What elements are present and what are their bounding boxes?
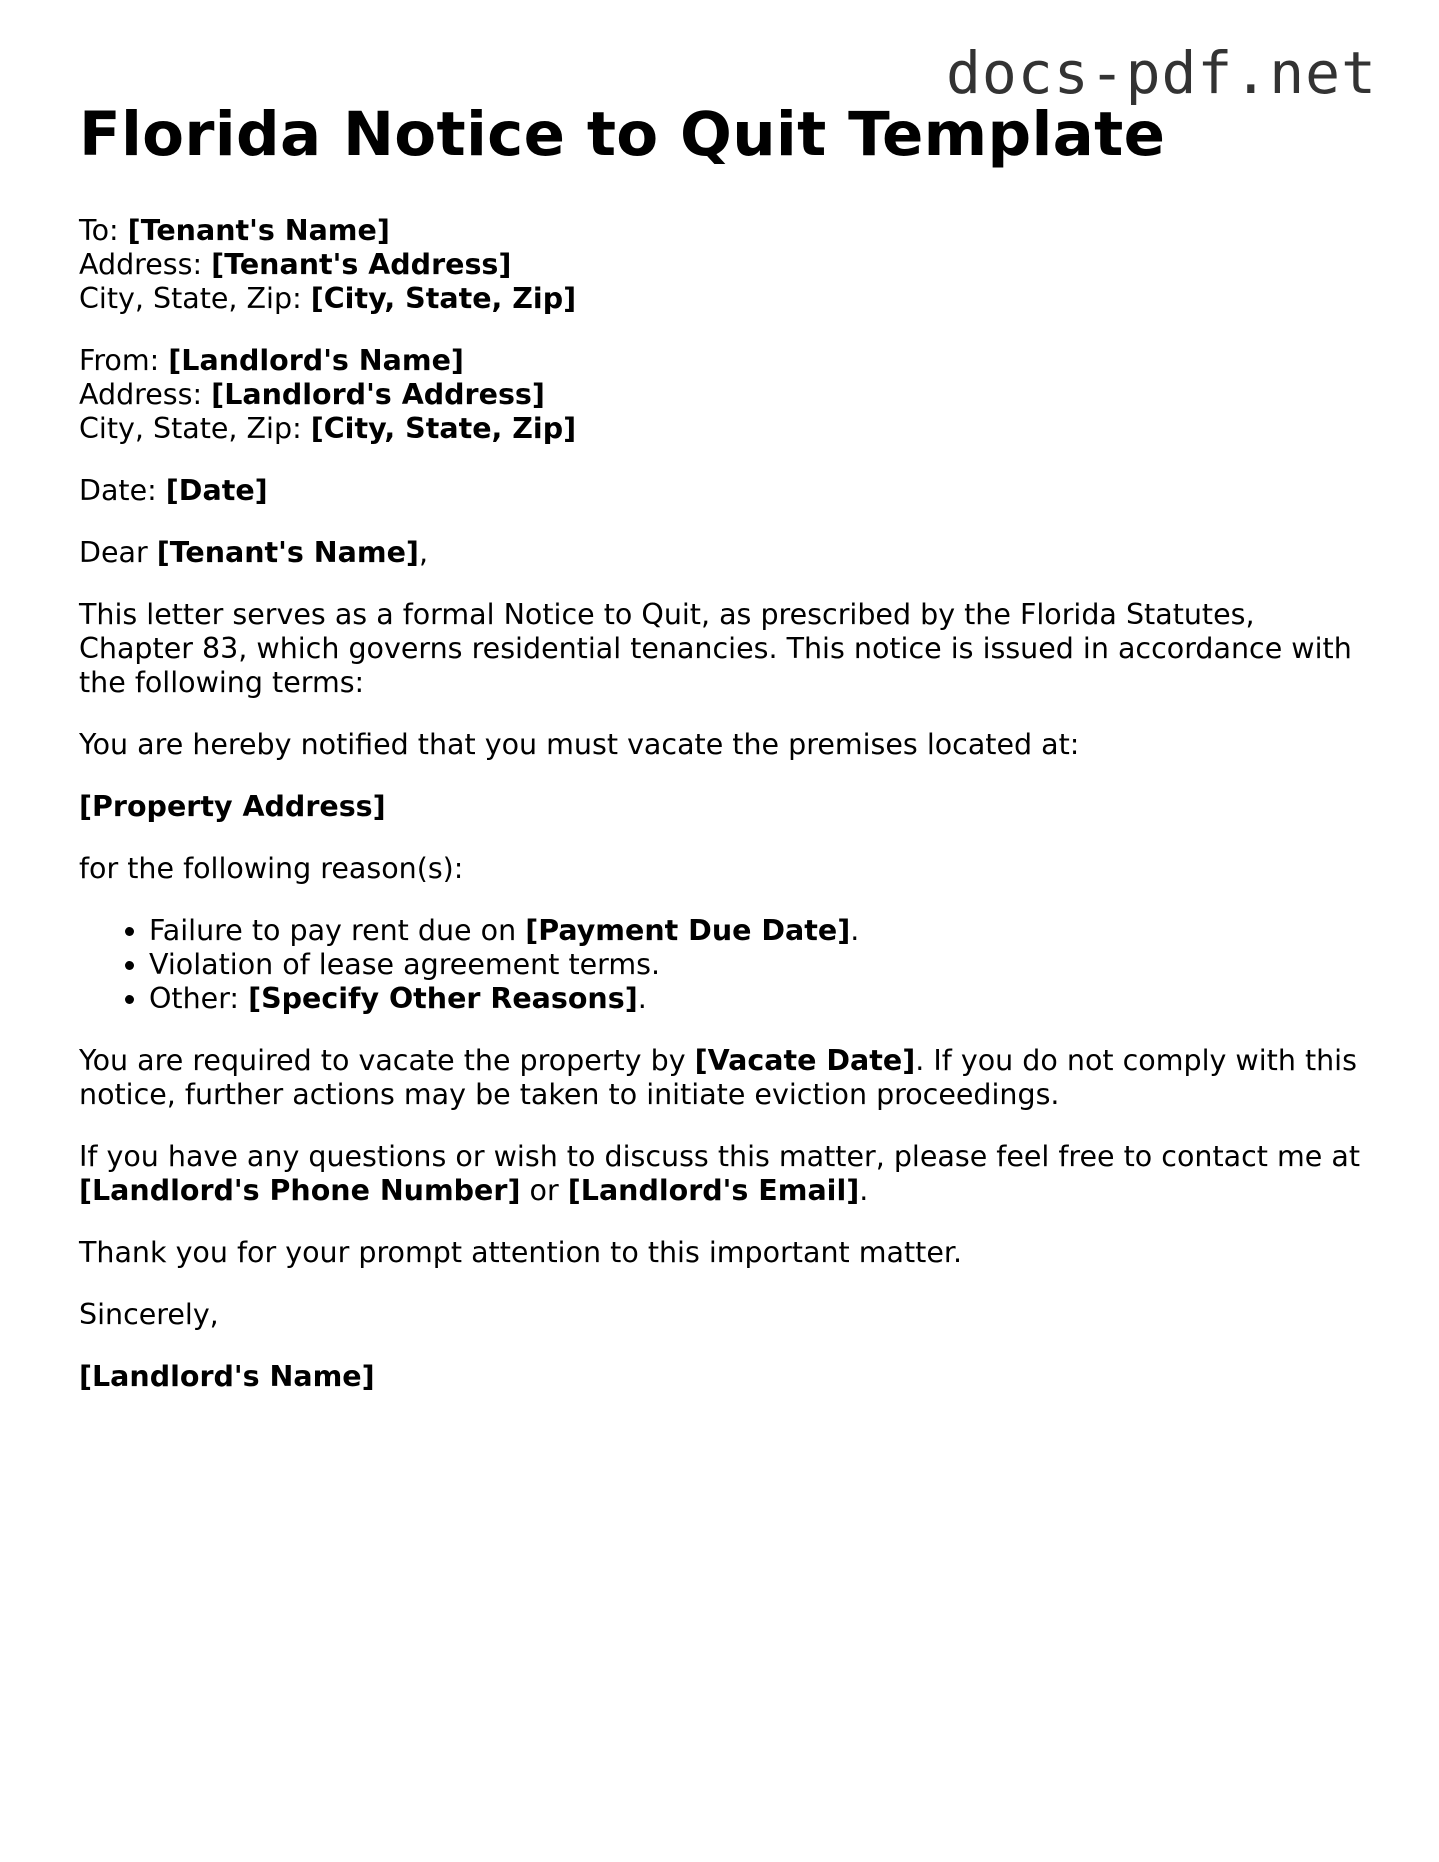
contact-suffix: . — [859, 1174, 869, 1207]
contact-paragraph — [79, 1140, 1369, 1208]
vacate-notice-paragraph: You are hereby notified that you must vacate the premises located at: — [79, 728, 1080, 761]
landlord-city: [City, State, Zip] — [310, 412, 577, 445]
salutation-suffix: , — [418, 536, 428, 569]
signature-name: [Landlord's Name] — [79, 1360, 375, 1393]
reason-item — [149, 948, 1369, 982]
contact-prefix: If you have any questions or wish to discuss this matter, please feel free to contact me at — [79, 1140, 1360, 1173]
vacate-date-paragraph — [79, 1044, 1369, 1112]
tenant-address: [Tenant's Address] — [211, 248, 512, 281]
to-label: To: — [79, 214, 128, 247]
intro-paragraph: This letter serves as a formal Notice to Quit, as prescribed by the Florida Statutes, Chapter 83, which governs residential tenancies. This notice is issued in accordance with the following terms: — [79, 598, 1352, 699]
payment-due-date: [Payment Due Date] — [525, 914, 851, 947]
signature — [79, 1360, 1369, 1394]
salutation-name: [Tenant's Name] — [156, 536, 419, 569]
sender-city-line — [79, 412, 1369, 446]
reason-item — [149, 914, 1369, 948]
city-label: City, State, Zip: — [79, 282, 311, 315]
property-address-value: [Property Address] — [79, 790, 386, 823]
reasons-list — [79, 914, 1369, 1016]
reason-3-suffix: . — [637, 982, 647, 1015]
date-value: [Date] — [165, 474, 268, 507]
reason-3-text: Other: — [149, 982, 249, 1015]
document-title: Florida Notice to Quit Template — [79, 99, 1166, 170]
property-address — [79, 790, 1369, 824]
recipient-address-line — [79, 248, 1369, 282]
sender-name-line — [79, 344, 1369, 378]
reasons-intro: for the following reason(s): — [79, 852, 464, 885]
reason-1-suffix: . — [850, 914, 860, 947]
salutation-prefix: Dear — [79, 536, 157, 569]
date-label: Date: — [79, 474, 166, 507]
address-label: Address: — [79, 378, 212, 411]
recipient-block — [79, 214, 1369, 316]
reason-item — [149, 982, 1369, 1016]
thanks-paragraph: Thank you for your prompt attention to this important matter. — [79, 1236, 963, 1269]
contact-middle: or — [520, 1174, 568, 1207]
other-reasons: [Specify Other Reasons] — [248, 982, 638, 1015]
sender-block — [79, 344, 1369, 446]
vacate-suffix: . If you do not comply with this notice, further actions may be taken to initiate eviction proceedings. — [79, 1044, 1357, 1111]
vacate-prefix: You are required to vacate the property by — [79, 1044, 695, 1077]
landlord-name: [Landlord's Name] — [168, 344, 464, 377]
closing: Sincerely, — [79, 1298, 219, 1331]
address-label: Address: — [79, 248, 212, 281]
from-label: From: — [79, 344, 169, 377]
landlord-address: [Landlord's Address] — [211, 378, 545, 411]
tenant-city: [City, State, Zip] — [310, 282, 577, 315]
salutation — [79, 536, 1369, 570]
landlord-email: [Landlord's Email] — [567, 1174, 860, 1207]
site-watermark: docs-pdf.net — [945, 39, 1377, 107]
tenant-name: [Tenant's Name] — [127, 214, 390, 247]
recipient-city-line — [79, 282, 1369, 316]
date-line — [79, 474, 1369, 508]
document-page — [79, 96, 1369, 1422]
landlord-phone: [Landlord's Phone Number] — [79, 1174, 521, 1207]
reason-2-text: Violation of lease agreement terms. — [149, 948, 661, 981]
recipient-name-line — [79, 214, 1369, 248]
sender-address-line — [79, 378, 1369, 412]
vacate-date: [Vacate Date] — [694, 1044, 916, 1077]
reason-1-text: Failure to pay rent due on — [149, 914, 526, 947]
city-label: City, State, Zip: — [79, 412, 311, 445]
